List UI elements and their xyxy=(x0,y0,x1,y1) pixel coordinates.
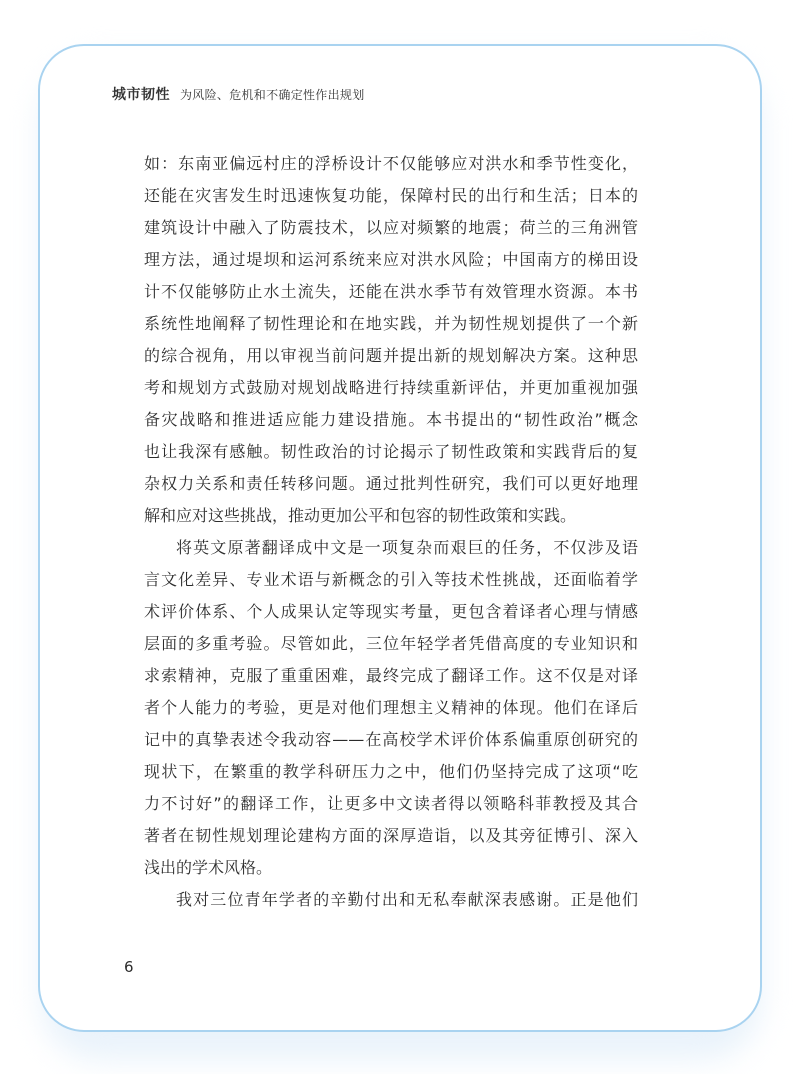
text-line: 计不仅能够防止水土流失，还能在洪水季节有效管理水资源。本书 xyxy=(144,282,638,301)
text-line: 还能在灾害发生时迅速恢复功能，保障村民的出行和生活；日本的 xyxy=(144,186,638,205)
text-line: 我对三位青年学者的辛勤付出和无私奉献深表感谢。正是他们 xyxy=(176,890,638,909)
page-number: 6 xyxy=(124,958,134,976)
text-line: 浅出的学术风格。 xyxy=(144,858,273,877)
text-line: 备灾战略和推进适应能力建设措施。本书提出的“韧性政治”概念 xyxy=(144,410,638,429)
text-line: 者个人能力的考验，更是对他们理想主义精神的体现。他们在译后 xyxy=(144,698,638,717)
text-line: 术评价体系、个人成果认定等现实考量，更包含着译者心理与情感 xyxy=(144,602,638,621)
text-line: 现状下，在繁重的教学科研压力之中，他们仍坚持完成了这项“吃 xyxy=(144,762,638,781)
text-line: 言文化差异、专业术语与新概念的引入等技术性挑战，还面临着学 xyxy=(144,570,638,589)
text-line: 著者在韧性规划理论建构方面的深厚造诣，以及其旁征博引、深入 xyxy=(144,826,638,845)
text-line: 建筑设计中融入了防震技术，以应对频繁的地震；荷兰的三角洲管 xyxy=(144,218,638,237)
text-line: 考和规划方式鼓励对规划战略进行持续重新评估，并更加重视加强 xyxy=(144,378,638,397)
book-subtitle: 为风险、危机和不确定性作出规划 xyxy=(180,88,365,102)
text-line: 力不讨好”的翻译工作，让更多中文读者得以领略科菲教授及其合 xyxy=(144,794,638,813)
text-line: 层面的多重考验。尽管如此，三位年轻学者凭借高度的专业知识和 xyxy=(144,634,638,653)
text-line: 理方法，通过堤坝和运河系统来应对洪水风险；中国南方的梯田设 xyxy=(144,250,638,269)
running-header xyxy=(112,84,365,104)
text-line: 杂权力关系和责任转移问题。通过批判性研究，我们可以更好地理 xyxy=(144,474,638,493)
text-line: 如：东南亚偏远村庄的浮桥设计不仅能够应对洪水和季节性变化， xyxy=(144,154,638,173)
text-line: 的综合视角，用以审视当前问题并提出新的规划解决方案。这种思 xyxy=(144,346,638,365)
text-line: 解和应对这些挑战，推动更加公平和包容的韧性政策和实践。 xyxy=(144,506,577,525)
text-line: 系统性地阐释了韧性理论和在地实践，并为韧性规划提供了一个新 xyxy=(144,314,638,333)
text-line: 也让我深有感触。韧性政治的讨论揭示了韧性政策和实践背后的复 xyxy=(144,442,638,461)
body-text xyxy=(144,148,638,916)
book-title: 城市韧性 xyxy=(112,87,170,103)
text-line: 记中的真挚表述令我动容——在高校学术评价体系偏重原创研究的 xyxy=(144,730,638,749)
text-line: 求索精神，克服了重重困难，最终完成了翻译工作。这不仅是对译 xyxy=(144,666,638,685)
text-line: 将英文原著翻译成中文是一项复杂而艰巨的任务，不仅涉及语 xyxy=(176,538,638,557)
